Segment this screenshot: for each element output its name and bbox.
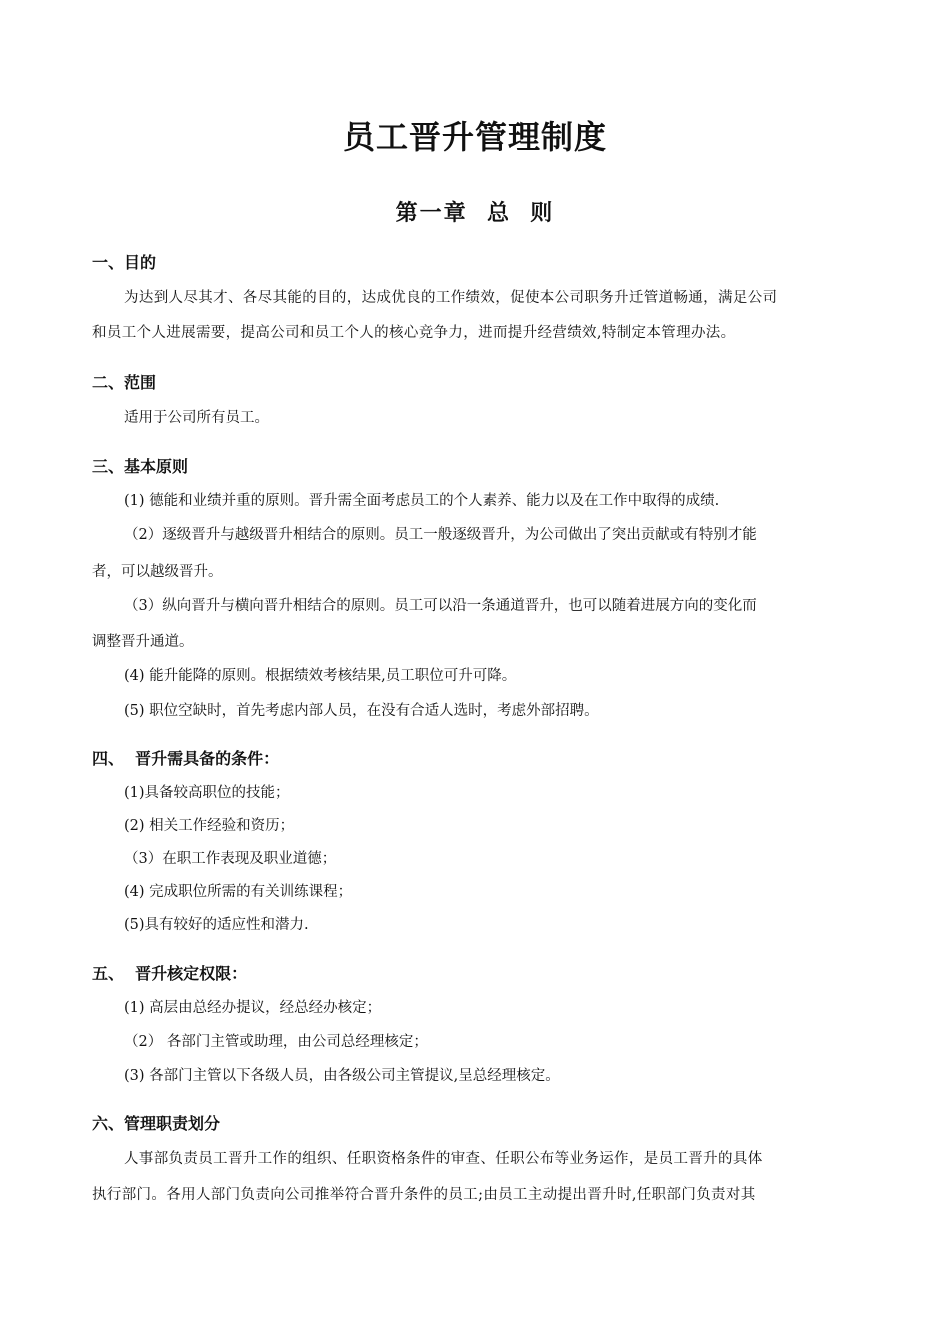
- document-title: 员工晋升管理制度: [342, 118, 607, 156]
- paragraph-line: 人事部负责员工晋升工作的组织、任职资格条件的审查、任职公布等业务运作，是员工晋升的具体: [124, 1151, 763, 1167]
- list-item-continuation: 者，可以越级晋升。: [92, 564, 223, 580]
- section-heading-principles: 三、基本原则: [92, 457, 189, 476]
- list-item: (4) 能升能降的原则。根据绩效考核结果,员工职位可升可降。: [124, 668, 517, 684]
- list-item-continuation: 调整晋升通道。: [92, 634, 194, 650]
- section-heading-scope: 二、范围: [92, 373, 157, 392]
- list-item: (3) 各部门主管以下各级人员，由各级公司主管提议,呈总经理核定。: [124, 1068, 560, 1084]
- paragraph-line: 为达到人尽其才、各尽其能的目的，达成优良的工作绩效，促使本公司职务升迁管道畅通，满足公司: [124, 290, 778, 306]
- list-item: （3）在职工作表现及职业道德；: [124, 851, 337, 867]
- list-item: （3）纵向晋升与横向晋升相结合的原则。员工可以沿一条通道晋升，也可以随着进展方向的变化而: [124, 598, 757, 614]
- chapter-heading: 第一章 总 则: [395, 201, 555, 226]
- paragraph-line: 和员工个人进展需要，提高公司和员工个人的核心竞争力，进而提升经营绩效,特制定本管理办法。: [92, 325, 736, 341]
- paragraph-line: 执行部门。各用人部门负责向公司推举符合晋升条件的员工;由员工主动提出晋升时,任职部门负责对其: [92, 1187, 756, 1203]
- paragraph-line: 适用于公司所有员工。: [124, 410, 269, 426]
- section-heading-authority: 五、 晋升核定权限：: [92, 964, 248, 983]
- list-item: (2) 相关工作经验和资历；: [124, 818, 295, 834]
- section-heading-responsibilities: 六、管理职责划分: [92, 1114, 221, 1133]
- list-item: (4) 完成职位所需的有关训练课程；: [124, 884, 353, 900]
- list-item: (5) 职位空缺时，首先考虑内部人员，在没有合适人选时，考虑外部招聘。: [124, 703, 599, 719]
- section-heading-conditions: 四、 晋升需具备的条件：: [92, 749, 280, 768]
- list-item: （2） 各部门主管或助理，由公司总经理核定；: [124, 1034, 428, 1050]
- section-heading-purpose: 一、目的: [92, 253, 157, 272]
- list-item: (1) 高层由总经办提议，经总经办核定；: [124, 1000, 382, 1016]
- list-item: (1) 德能和业绩并重的原则。晋升需全面考虑员工的个人素养、能力以及在工作中取得的成绩.: [124, 493, 720, 509]
- list-item: （2）逐级晋升与越级晋升相结合的原则。员工一般逐级晋升，为公司做出了突出贡献或有特别才能: [124, 527, 757, 543]
- list-item: (5)具有较好的适应性和潜力.: [124, 917, 309, 933]
- list-item: (1)具备较高职位的技能；: [124, 785, 290, 801]
